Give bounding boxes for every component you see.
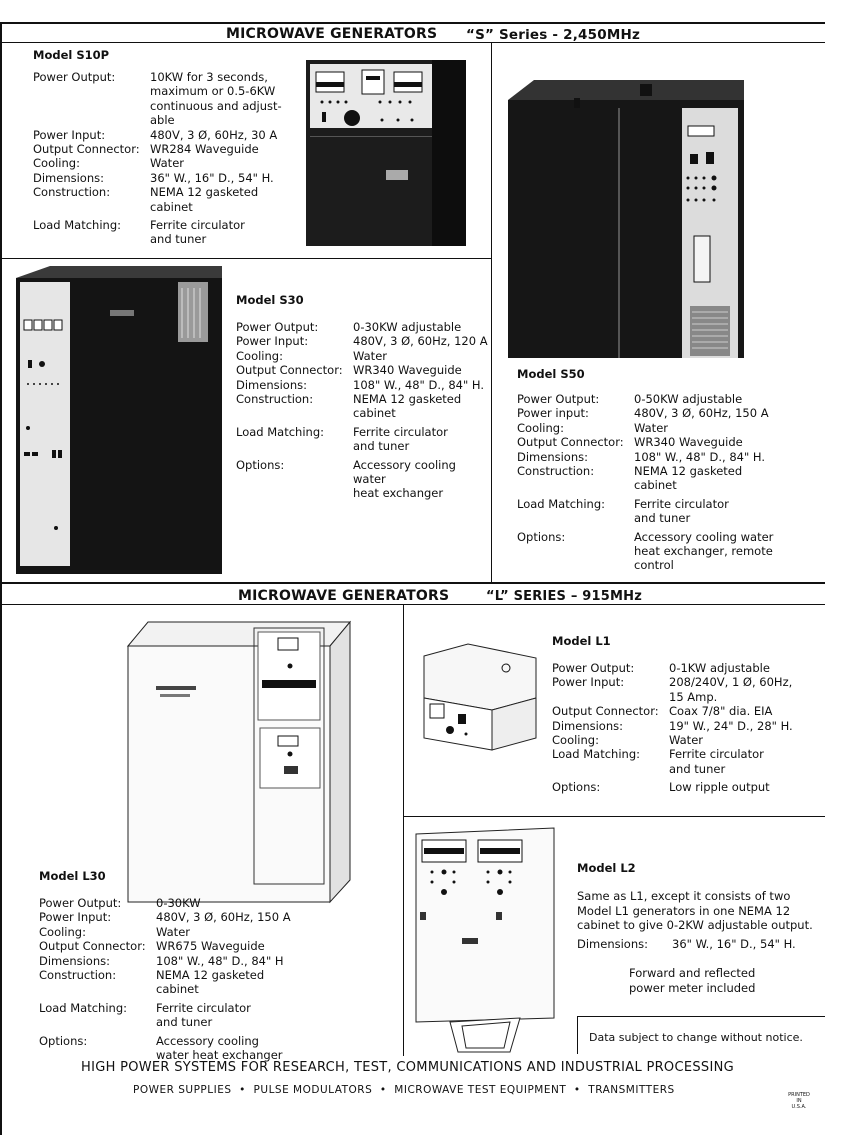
l1-model-name: Model L1 [552, 634, 611, 648]
spec-row [236, 392, 491, 421]
spec-row [517, 450, 817, 464]
spec-value: NEMA 12 gasketed cabinet [156, 968, 265, 997]
spec-value: Ferrite circulator and tuner [634, 496, 729, 526]
spec-row [552, 719, 822, 733]
l30-cabinet-photo [120, 610, 360, 906]
spec-label: Construction: [517, 464, 595, 479]
spec-label: Dimensions: [517, 449, 588, 464]
spec-row [39, 968, 309, 997]
spec-label: Power Input: [552, 675, 625, 690]
spec-value: Accessory cooling water heat exchanger, remote control [634, 529, 774, 573]
spec-value: WR675 Waveguide [156, 939, 265, 954]
spec-label: Dimensions: [552, 718, 623, 733]
spec-value: 208/240V, 1 Ø, 60Hz, 15 Amp. [669, 675, 793, 704]
spec-value: Ferrite circulator and tuner [156, 1000, 251, 1030]
s10p-bottom-rule [0, 258, 491, 259]
spec-value: NEMA 12 gasketed cabinet [634, 464, 743, 493]
l2-cabinet-photo [410, 822, 562, 1056]
spec-row [552, 747, 822, 776]
s50-model-name: Model S50 [517, 367, 585, 381]
spec-row [236, 334, 491, 348]
spec-value: 108" W., 48" D., 84" H. [353, 377, 484, 392]
spec-label: Cooling: [33, 156, 80, 171]
spec-row [517, 435, 817, 449]
s10p-cabinet-photo [302, 58, 468, 248]
spec-label: Power Input: [236, 334, 309, 349]
spec-label: Options: [552, 780, 601, 795]
spec-label: Load Matching: [517, 496, 605, 511]
spec-row [39, 1001, 309, 1030]
spec-value: Water [353, 348, 387, 363]
s-series-subtitle: “S” Series - 2,450MHz [466, 27, 641, 43]
spec-row [236, 378, 491, 392]
spec-label: Power Output: [552, 661, 635, 675]
spec-value: Ferrite circulator and tuner [669, 747, 764, 776]
s30-model-name: Model S30 [236, 293, 304, 307]
spec-value: Water [156, 924, 190, 939]
s50-spec-list [517, 392, 817, 573]
l-center-divider [403, 604, 404, 816]
spec-value: WR284 Waveguide [150, 142, 259, 157]
footer-tagline: HIGH POWER SYSTEMS FOR RESEARCH, TEST, COMMUNICATIONS AND INDUSTRIAL PROCESSING [81, 1060, 734, 1075]
spec-label: Cooling: [236, 348, 283, 363]
s-series-title: MICROWAVE GENERATORS [226, 26, 438, 42]
spec-label: Options: [517, 529, 566, 544]
l-series-subtitle: “L” SERIES – 915MHz [486, 589, 642, 604]
spec-value: Accessory cooling water heat exchanger [156, 1033, 283, 1063]
disclaimer-text: Data subject to change without notice. [589, 1031, 803, 1044]
spec-row [552, 780, 822, 794]
spec-row [517, 497, 817, 526]
l1-bottom-rule [403, 816, 825, 817]
spec-value: 0-30KW adjustable [353, 320, 462, 334]
spec-row [517, 406, 817, 420]
spec-label: Power Output: [39, 896, 122, 910]
spec-value: 480V, 3 Ø, 60Hz, 120 A [353, 334, 488, 349]
spec-label: Power Output: [33, 70, 116, 84]
top-rule [0, 22, 825, 24]
l2-description: Same as L1, except it consists of two Model L1 generators in one NEMA 12 cabinet to give 0-2KW adjustable output. [577, 889, 813, 933]
spec-row [33, 171, 298, 185]
s-section-bottom-rule [0, 582, 825, 584]
spec-label: Output Connector: [517, 435, 624, 450]
spec-label: Power Input: [33, 127, 106, 142]
spec-label: Output Connector: [39, 939, 146, 954]
s-header-rule [0, 42, 825, 43]
spec-label: Options: [236, 457, 285, 472]
l-header-rule [0, 604, 825, 605]
spec-row [33, 70, 298, 128]
spec-row [552, 661, 822, 675]
spec-label: Load Matching: [39, 1000, 127, 1015]
spec-value: 108" W., 48" D., 84" H. [634, 449, 765, 464]
spec-value: 19" W., 24" D., 28" H. [669, 718, 793, 733]
spec-label: Construction: [33, 185, 111, 200]
spec-label: Cooling: [552, 733, 599, 748]
spec-row [517, 392, 817, 406]
s30-spec-list [236, 320, 491, 501]
spec-value: NEMA 12 gasketed cabinet [150, 185, 259, 214]
spec-label: Load Matching: [236, 424, 324, 439]
spec-value: 0-50KW adjustable [634, 392, 743, 406]
spec-value: WR340 Waveguide [353, 363, 462, 378]
spec-value: Water [150, 156, 184, 171]
spec-label: Power Output: [517, 392, 600, 406]
spec-row [33, 142, 298, 156]
spec-row [517, 530, 817, 573]
spec-row [236, 363, 491, 377]
spec-value: Ferrite circulator and tuner [353, 424, 448, 454]
l1-cabinet-photo [418, 640, 542, 756]
spec-value: 480V, 3 Ø, 60Hz, 150 A [634, 406, 769, 421]
spec-value: 10KW for 3 seconds, maximum or 0.5-6KW continuous and adjust- able [150, 70, 282, 128]
spec-row [33, 218, 298, 247]
spec-row [39, 910, 309, 924]
spec-value: 480V, 3 Ø, 60Hz, 30 A [150, 127, 278, 142]
spec-row [39, 954, 309, 968]
l1-spec-list [552, 661, 822, 795]
l2-dimensions-value: 36" W., 16" D., 54" H. [672, 937, 796, 951]
spec-row [39, 1034, 309, 1063]
spec-label: Construction: [236, 392, 314, 407]
spec-value: WR340 Waveguide [634, 435, 743, 450]
spec-row [33, 128, 298, 142]
spec-label: Power Input: [39, 910, 112, 925]
spec-label: Output Connector: [236, 363, 343, 378]
spec-value: 36" W., 16" D., 54" H. [150, 170, 274, 185]
spec-value: Low ripple output [669, 780, 770, 795]
spec-row [236, 458, 491, 501]
spec-row [39, 896, 309, 910]
spec-label: Construction: [39, 968, 117, 983]
spec-row [517, 421, 817, 435]
l30-model-name: Model L30 [39, 869, 106, 883]
page-left-margin [0, 22, 2, 1135]
spec-label: Cooling: [39, 924, 86, 939]
spec-label: Output Connector: [552, 704, 659, 719]
s30-cabinet-photo [10, 262, 226, 578]
spec-value: Accessory cooling water heat exchanger [353, 457, 456, 501]
spec-value: 108" W., 48" D., 84" H [156, 953, 284, 968]
l2-model-name: Model L2 [577, 861, 636, 875]
spec-label: Dimensions: [236, 377, 307, 392]
spec-value: 0-30KW [156, 896, 201, 910]
spec-label: Power input: [517, 406, 589, 421]
spec-label: Cooling: [517, 420, 564, 435]
spec-row [236, 320, 491, 334]
spec-row [39, 925, 309, 939]
spec-row [33, 185, 298, 214]
s50-cabinet-photo [504, 70, 746, 362]
spec-value: 0-1KW adjustable [669, 661, 770, 675]
printed-in-usa-mark: PRINTED IN U.S.A. [788, 1092, 810, 1110]
spec-value: NEMA 12 gasketed cabinet [353, 392, 462, 421]
spec-value: Water [634, 420, 668, 435]
spec-row [517, 464, 817, 493]
spec-label: Options: [39, 1033, 88, 1048]
spec-value: Water [669, 733, 703, 748]
spec-row [236, 349, 491, 363]
spec-value: Ferrite circulator and tuner [150, 218, 245, 247]
spec-row [39, 939, 309, 953]
l30-spec-list [39, 896, 309, 1062]
spec-label: Load Matching: [552, 747, 640, 762]
spec-label: Load Matching: [33, 218, 121, 233]
spec-value: 480V, 3 Ø, 60Hz, 150 A [156, 910, 291, 925]
s10p-spec-list [33, 70, 298, 247]
spec-row [236, 425, 491, 454]
spec-row [552, 675, 822, 704]
disclaimer-top-rule [577, 1016, 825, 1017]
spec-row [33, 156, 298, 170]
spec-value: Coax 7/8" dia. EIA [669, 704, 773, 719]
spec-label: Dimensions: [33, 170, 104, 185]
l2-dimensions-label: Dimensions: [577, 937, 648, 951]
l2-meter-note: Forward and reflected power meter included [629, 966, 756, 995]
l-series-title: MICROWAVE GENERATORS [238, 588, 450, 604]
spec-row [552, 704, 822, 718]
spec-row [552, 733, 822, 747]
spec-label: Power Output: [236, 320, 319, 334]
spec-label: Output Connector: [33, 142, 140, 157]
s10p-model-name: Model S10P [33, 48, 110, 62]
l2-dimensions [577, 937, 827, 952]
disclaimer-left-rule [577, 1016, 578, 1054]
footer-product-list: POWER SUPPLIES • PULSE MODULATORS • MICROWAVE TEST EQUIPMENT • TRANSMITTERS [133, 1084, 675, 1096]
spec-label: Dimensions: [39, 953, 110, 968]
l2-left-rule [403, 816, 404, 1056]
s-center-divider [491, 42, 492, 582]
